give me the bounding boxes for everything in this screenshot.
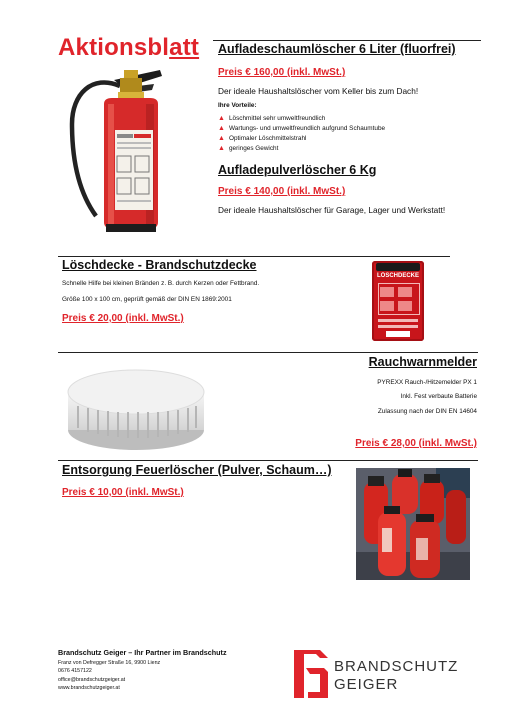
footer-email[interactable]: office@brandschutzgeiger.at xyxy=(58,676,126,683)
brand-name-line-1: BRANDSCHUTZ xyxy=(334,658,459,675)
section-divider xyxy=(213,40,481,41)
foam-extinguisher-image xyxy=(62,64,170,234)
footer-contact xyxy=(58,659,160,693)
advantages-list xyxy=(218,114,385,154)
product-text-fire-blanket-1: Schnelle Hilfe bei kleinen Bränden z. B. durch Kerzen oder Fettbrand. xyxy=(62,280,260,287)
section-divider xyxy=(58,256,450,257)
page-title: Aktionsblatt xyxy=(58,34,200,61)
product-price-fire-blanket: Preis € 20,00 (inkl. MwSt.) xyxy=(62,313,184,324)
product-price-smoke-detector: Preis € 28,00 (inkl. MwSt.) xyxy=(355,438,477,449)
advantage-item: ▲ Wartungs- und umweltfreundlich aufgrund Schaumtube xyxy=(218,125,386,132)
footer-address: Franz von Defregger Straße 16, 9900 Lienz xyxy=(58,660,161,666)
smoke-detector-image xyxy=(62,362,210,454)
product-text-smoke-detector-2: Inkl. Fest verbaute Batterie xyxy=(400,393,477,400)
advantages-heading: Ihre Vorteile: xyxy=(218,102,257,109)
brandschutz-geiger-logo-icon xyxy=(290,646,332,702)
footer-tagline: Brandschutz Geiger – Ihr Partner im Brandschutz xyxy=(58,648,227,657)
extinguisher-disposal-image xyxy=(356,468,470,580)
flame-bullet-icon: ▲ xyxy=(218,115,225,122)
product-title-powder-extinguisher: Aufladepulverlöscher 6 Kg xyxy=(218,163,377,177)
product-text-smoke-detector-3: Zulassung nach der DIN EN 14604 xyxy=(377,408,477,415)
product-title-extinguisher-disposal: Entsorgung Feuerlöscher (Pulver, Schaum…) xyxy=(62,463,332,477)
section-divider xyxy=(58,460,478,461)
section-divider xyxy=(58,352,478,353)
footer-website[interactable]: www.brandschutzgeiger.at xyxy=(58,685,120,692)
product-price-extinguisher-disposal: Preis € 10,00 (inkl. MwSt.) xyxy=(62,487,184,498)
product-price-foam-extinguisher: Preis € 160,00 (inkl. MwSt.) xyxy=(218,67,346,78)
fire-blanket-pack-label: LÖSCHDECKE xyxy=(376,273,419,279)
advantage-item: ▲ geringes Gewicht xyxy=(218,145,279,152)
product-text-smoke-detector-1: PYREXX Rauch-/Hitzemelder PX 1 xyxy=(377,379,477,386)
product-title-smoke-detector: Rauchwarnmelder xyxy=(368,355,477,369)
advantage-item: ▲ Löschmittel sehr umweltfreundlich xyxy=(218,115,326,122)
flame-bullet-icon: ▲ xyxy=(218,145,225,152)
product-title-fire-blanket: Löschdecke - Brandschutzdecke xyxy=(62,258,257,272)
product-text-fire-blanket-2: Größe 100 x 100 cm, geprüft gemäß der DIN EN 1869:2001 xyxy=(62,296,232,303)
product-description-powder-extinguisher: Der ideale Haushaltslöscher für Garage, Lager und Werkstatt! xyxy=(218,205,446,215)
flame-bullet-icon: ▲ xyxy=(218,135,225,142)
product-price-powder-extinguisher: Preis € 140,00 (inkl. MwSt.) xyxy=(218,186,346,197)
product-title-foam-extinguisher: Aufladeschaumlöscher 6 Liter (fluorfrei) xyxy=(218,42,456,56)
footer-phone: 0676 4157122 xyxy=(58,668,92,675)
fire-blanket-image xyxy=(372,261,424,341)
flame-bullet-icon: ▲ xyxy=(218,125,225,132)
advantage-item: ▲ Optimaler Löschmittelstrahl xyxy=(218,135,307,142)
product-description-foam-extinguisher: Der ideale Haushaltslöscher vom Keller bis zum Dach! xyxy=(218,86,419,96)
brand-name-line-2: GEIGER xyxy=(334,676,399,693)
